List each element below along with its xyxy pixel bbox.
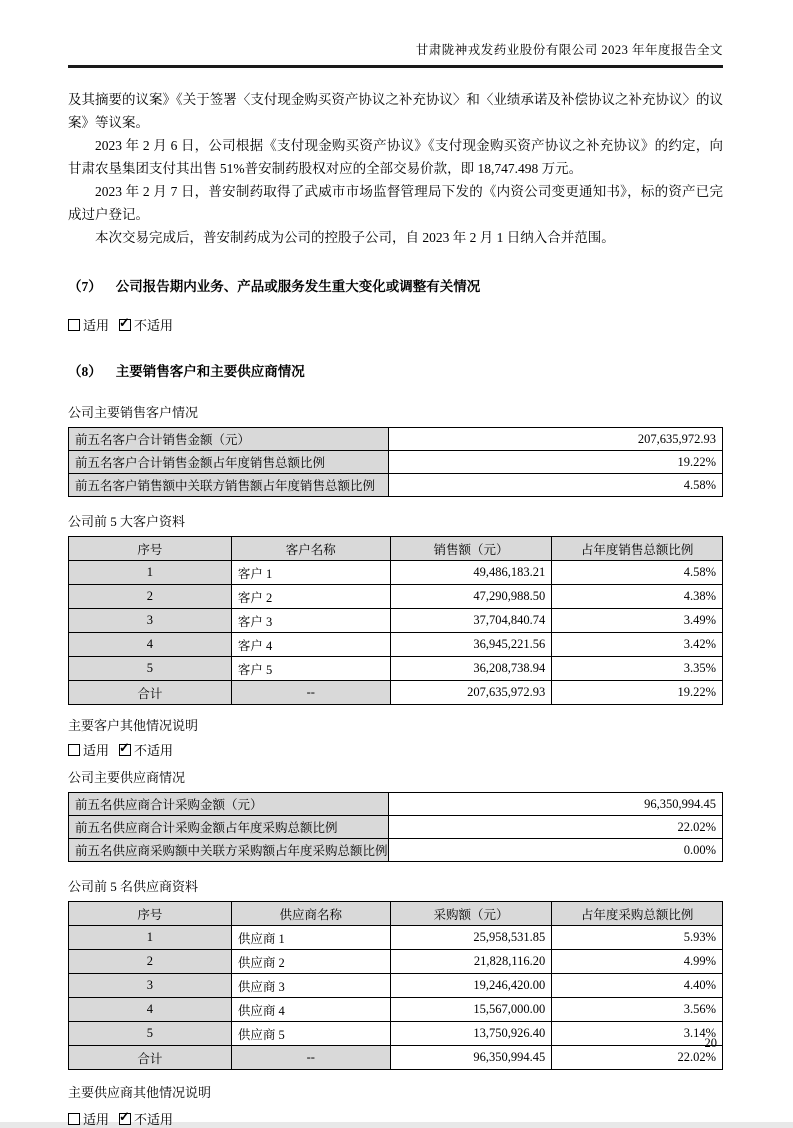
table-row <box>69 609 723 633</box>
table-row <box>69 793 723 816</box>
total-amount-cell: 96,350,994.45 <box>390 1046 552 1070</box>
applicability-row-suppliers <box>68 1109 723 1128</box>
paragraph-registration: 2023 年 2 月 7 日，普安制药取得了武威市市场监督管理局下发的《内资公司变更通知书》，标的资产已完成过户登记。 <box>68 184 723 222</box>
sales-amount-cell: 36,945,221.56 <box>390 633 552 657</box>
rank-cell: 2 <box>69 950 232 974</box>
customer-name-cell: 客户 2 <box>231 585 390 609</box>
table-row <box>69 926 723 950</box>
applicable-option <box>68 1109 109 1128</box>
applicable-option <box>68 740 109 759</box>
total-ratio-cell: 22.02% <box>552 1046 723 1070</box>
customer-summary-table <box>68 427 723 497</box>
supplier-name-cell: 供应商 4 <box>231 998 390 1022</box>
sales-ratio-cell: 4.38% <box>552 585 723 609</box>
top5-suppliers-table <box>68 901 723 1070</box>
column-header: 供应商名称 <box>231 902 390 926</box>
rank-cell: 2 <box>69 585 232 609</box>
checkbox-unchecked-icon <box>68 1113 80 1125</box>
purchase-ratio-cell: 4.40% <box>552 974 723 998</box>
paragraph-consolidation: 本次交易完成后，普安制药成为公司的控股子公司，自 2023 年 2 月 1 日纳入合并范围。 <box>95 230 615 245</box>
suppliers-intro-label: 公司主要供应商情况 <box>68 770 186 785</box>
customer-name-cell: 客户 1 <box>231 561 390 585</box>
summary-label-cell: 前五名供应商采购额中关联方采购额占年度采购总额比例 <box>69 839 389 862</box>
purchase-amount-cell: 25,958,531.85 <box>390 926 552 950</box>
table-row <box>69 428 723 451</box>
sales-amount-cell: 36,208,738.94 <box>390 657 552 681</box>
table-total-row <box>69 681 723 705</box>
not-applicable-label: 不适用 <box>134 318 174 333</box>
customers-detail-label: 公司前 5 大客户资料 <box>68 514 186 529</box>
supplier-name-cell: 供应商 1 <box>231 926 390 950</box>
rank-cell: 3 <box>69 609 232 633</box>
customers-other-note: 主要客户其他情况说明 <box>68 718 199 733</box>
table-total-row <box>69 1046 723 1070</box>
table-row <box>69 451 723 474</box>
purchase-amount-cell: 13,750,926.40 <box>390 1022 552 1046</box>
page-header-title: 甘肃陇神戎发药业股份有限公司 2023 年年度报告全文 <box>68 40 723 68</box>
applicable-label: 适用 <box>83 1112 110 1127</box>
summary-label-cell: 前五名客户合计销售金额（元） <box>69 428 389 451</box>
page-number: 20 <box>704 1036 717 1050</box>
checkbox-unchecked-icon <box>68 744 80 756</box>
sales-ratio-cell: 3.49% <box>552 609 723 633</box>
table-header-row <box>69 537 723 561</box>
not-applicable-option <box>119 315 173 334</box>
summary-value-cell: 96,350,994.45 <box>388 793 722 816</box>
total-dash-cell: -- <box>231 681 390 705</box>
table-row <box>69 633 723 657</box>
paragraph-payment: 2023 年 2 月 6 日，公司根据《支付现金购买资产协议》《支付现金购买资产协议之补充协议》的约定，向甘肃农垦集团支付其出售 51%普安制药股权对应的全部交易价款，即 18,747.498 万元。 <box>68 138 723 176</box>
rank-cell: 1 <box>69 561 232 585</box>
section-7-title: 公司报告期内业务、产品或服务发生重大变化或调整有关情况 <box>115 279 481 294</box>
summary-value-cell: 207,635,972.93 <box>388 428 722 451</box>
table-row <box>69 585 723 609</box>
sales-amount-cell: 37,704,840.74 <box>390 609 552 633</box>
supplier-name-cell: 供应商 3 <box>231 974 390 998</box>
total-label-cell: 合计 <box>69 1046 232 1070</box>
customer-name-cell: 客户 4 <box>231 633 390 657</box>
section-8-heading <box>68 360 723 380</box>
customer-name-cell: 客户 5 <box>231 657 390 681</box>
summary-label-cell: 前五名客户合计销售金额占年度销售总额比例 <box>69 451 389 474</box>
column-header: 采购额（元） <box>390 902 552 926</box>
section-7-heading <box>68 275 723 295</box>
purchase-amount-cell: 15,567,000.00 <box>390 998 552 1022</box>
applicable-label: 适用 <box>83 318 110 333</box>
summary-label-cell: 前五名客户销售额中关联方销售额占年度销售总额比例 <box>69 474 389 497</box>
table-row <box>69 1022 723 1046</box>
rank-cell: 5 <box>69 1022 232 1046</box>
checkbox-unchecked-icon <box>68 319 80 331</box>
not-applicable-label: 不适用 <box>134 1112 174 1127</box>
table-row <box>69 950 723 974</box>
applicability-row-customers <box>68 740 723 759</box>
purchase-ratio-cell: 3.56% <box>552 998 723 1022</box>
summary-label-cell: 前五名供应商合计采购金额（元） <box>69 793 389 816</box>
paragraph-continuation: 及其摘要的议案》《关于签署〈支付现金购买资产协议之补充协议〉和〈业绩承诺及补偿协议之补充协议〉的议案》等议案。 <box>68 92 723 130</box>
applicable-label: 适用 <box>83 743 110 758</box>
total-dash-cell: -- <box>231 1046 390 1070</box>
section-7-number: （7） <box>68 279 102 294</box>
rank-cell: 4 <box>69 633 232 657</box>
summary-value-cell: 19.22% <box>388 451 722 474</box>
applicability-row-s7 <box>68 315 723 334</box>
checkbox-checked-icon <box>119 319 131 331</box>
summary-value-cell: 22.02% <box>388 816 722 839</box>
suppliers-detail-label: 公司前 5 名供应商资料 <box>68 879 199 894</box>
supplier-summary-table <box>68 792 723 862</box>
total-ratio-cell: 19.22% <box>552 681 723 705</box>
not-applicable-option <box>119 1109 173 1128</box>
purchase-amount-cell: 19,246,420.00 <box>390 974 552 998</box>
table-row <box>69 816 723 839</box>
table-header-row <box>69 902 723 926</box>
summary-label-cell: 前五名供应商合计采购金额占年度采购总额比例 <box>69 816 389 839</box>
sales-amount-cell: 49,486,183.21 <box>390 561 552 585</box>
checkbox-checked-icon <box>119 1113 131 1125</box>
purchase-ratio-cell: 4.99% <box>552 950 723 974</box>
sales-amount-cell: 47,290,988.50 <box>390 585 552 609</box>
rank-cell: 1 <box>69 926 232 950</box>
rank-cell: 4 <box>69 998 232 1022</box>
section-8-number: （8） <box>68 364 102 379</box>
not-applicable-label: 不适用 <box>134 743 174 758</box>
column-header: 客户名称 <box>231 537 390 561</box>
rank-cell: 5 <box>69 657 232 681</box>
table-row <box>69 974 723 998</box>
table-row <box>69 657 723 681</box>
column-header: 序号 <box>69 537 232 561</box>
sales-ratio-cell: 4.58% <box>552 561 723 585</box>
summary-value-cell: 4.58% <box>388 474 722 497</box>
table-row <box>69 998 723 1022</box>
column-header: 销售额（元） <box>390 537 552 561</box>
sales-ratio-cell: 3.35% <box>552 657 723 681</box>
column-header: 占年度销售总额比例 <box>552 537 723 561</box>
rank-cell: 3 <box>69 974 232 998</box>
total-amount-cell: 207,635,972.93 <box>390 681 552 705</box>
supplier-name-cell: 供应商 2 <box>231 950 390 974</box>
total-label-cell: 合计 <box>69 681 232 705</box>
section-8-title: 主要销售客户和主要供应商情况 <box>115 364 305 379</box>
checkbox-checked-icon <box>119 744 131 756</box>
column-header: 占年度采购总额比例 <box>552 902 723 926</box>
column-header: 序号 <box>69 902 232 926</box>
table-row <box>69 839 723 862</box>
not-applicable-option <box>119 740 173 759</box>
purchase-ratio-cell: 5.93% <box>552 926 723 950</box>
top5-customers-table <box>68 536 723 705</box>
summary-value-cell: 0.00% <box>388 839 722 862</box>
applicable-option <box>68 315 109 334</box>
supplier-name-cell: 供应商 5 <box>231 1022 390 1046</box>
purchase-amount-cell: 21,828,116.20 <box>390 950 552 974</box>
sales-ratio-cell: 3.42% <box>552 633 723 657</box>
customer-name-cell: 客户 3 <box>231 609 390 633</box>
suppliers-other-note: 主要供应商其他情况说明 <box>68 1085 212 1100</box>
customers-intro-label: 公司主要销售客户情况 <box>68 405 199 420</box>
table-row <box>69 561 723 585</box>
table-row <box>69 474 723 497</box>
purchase-ratio-cell: 3.14% <box>552 1022 723 1046</box>
